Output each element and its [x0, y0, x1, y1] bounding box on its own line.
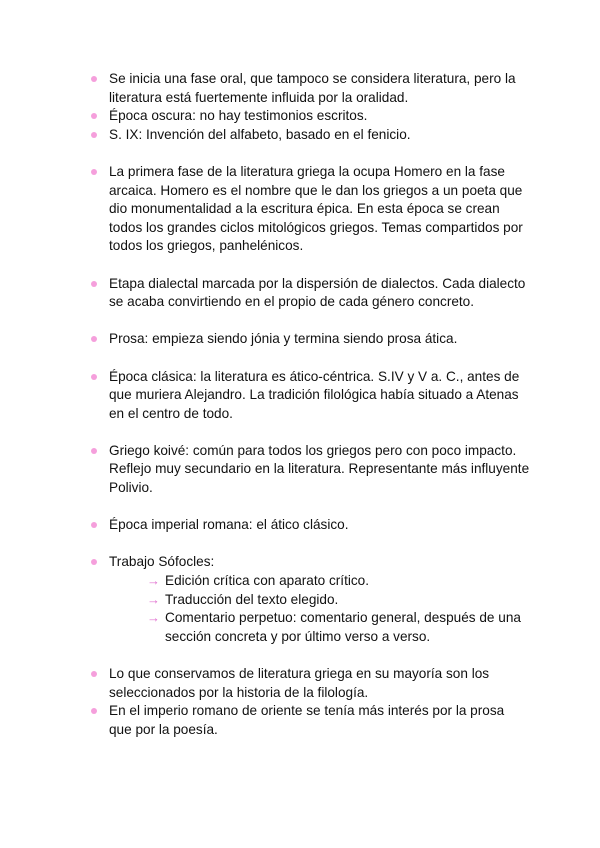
bullet-group	[90, 553, 530, 646]
sub-list-item	[147, 572, 530, 591]
sub-list-item	[147, 591, 530, 610]
pink-bullet-icon	[91, 671, 97, 677]
bullet-group	[90, 442, 530, 498]
sub-list-item-text: Traducción del texto elegido.	[165, 591, 339, 607]
list-item	[90, 665, 530, 702]
list-item	[90, 275, 530, 312]
list-item	[90, 442, 530, 498]
list-item	[90, 516, 530, 535]
list-item-text: Trabajo Sófocles:	[109, 554, 215, 570]
pink-bullet-icon	[91, 76, 97, 82]
bullet-group	[90, 330, 530, 349]
list-item	[90, 368, 530, 424]
pink-bullet-icon	[91, 281, 97, 287]
pink-bullet-icon	[91, 448, 97, 454]
list-item-text: Época imperial romana: el ático clásico.	[109, 517, 349, 533]
arrow-right-icon: →	[147, 610, 160, 626]
list-item-text: Época oscura: no hay testimonios escritos.	[109, 108, 368, 124]
list-item-text: S. IX: Invención del alfabeto, basado en el fenicio.	[109, 126, 411, 142]
pink-bullet-icon	[91, 169, 97, 175]
pink-bullet-icon	[91, 336, 97, 342]
pink-bullet-icon	[91, 113, 97, 119]
sub-list-item	[147, 609, 530, 646]
sub-list	[147, 572, 530, 646]
list-item	[90, 107, 530, 126]
bullet-group	[90, 665, 530, 739]
list-item-text: Época clásica: la literatura es ático-céntrica. S.IV y V a. C., antes de que muriera Alejandro. La tradición filológica había situado a Atenas en el centro de todo.	[109, 368, 520, 421]
list-item	[90, 702, 530, 739]
list-item	[90, 70, 530, 107]
list-item	[90, 126, 530, 145]
pink-bullet-icon	[91, 522, 97, 528]
pink-bullet-icon	[91, 708, 97, 714]
list-item	[90, 330, 530, 349]
sub-list-item-text: Edición crítica con aparato crítico.	[165, 573, 369, 589]
pink-bullet-icon	[91, 559, 97, 565]
bullet-group	[90, 163, 530, 256]
bullet-group	[90, 275, 530, 312]
bullet-list	[90, 70, 530, 758]
list-item	[90, 163, 530, 256]
list-item-text: En el imperio romano de oriente se tenía más interés por la prosa que por la poesía.	[109, 703, 505, 737]
arrow-right-icon: →	[147, 573, 160, 589]
list-item-text: Etapa dialectal marcada por la dispersión de dialectos. Cada dialecto se acaba convirtiendo en el propio de cada género concreto.	[109, 275, 526, 310]
list-item	[90, 553, 530, 646]
sub-list-item-text: Comentario perpetuo: comentario general, después de una sección concreta y por último verso a verso.	[165, 610, 521, 644]
arrow-right-icon: →	[147, 591, 160, 607]
bullet-group	[90, 516, 530, 535]
pink-bullet-icon	[91, 374, 97, 380]
list-item-text: Lo que conservamos de literatura griega en su mayoría son los seleccionados por la historia de la filología.	[109, 666, 490, 700]
list-item-text: Se inicia una fase oral, que tampoco se considera literatura, pero la literatura está fuertemente influida por la oralidad.	[109, 71, 516, 105]
pink-bullet-icon	[91, 132, 97, 138]
list-item-text: La primera fase de la literatura griega la ocupa Homero en la fase arcaica. Homero es el nombre que le dan los griegos a un poeta que dio monumentalidad a la escritura épica. En esta época se crean todos los grandes ciclos mitológicos griegos. Temas compartidos por todos los griegos, panhelénicos.	[109, 163, 523, 254]
list-item-text: Prosa: empieza siendo jónia y termina siendo prosa ática.	[109, 331, 458, 347]
bullet-group	[90, 70, 530, 144]
bullet-group	[90, 368, 530, 424]
list-item-text: Griego koivé: común para todos los griegos pero con poco impacto. Reflejo muy secundario en la literatura. Representante más influyente Polivio.	[109, 442, 530, 496]
